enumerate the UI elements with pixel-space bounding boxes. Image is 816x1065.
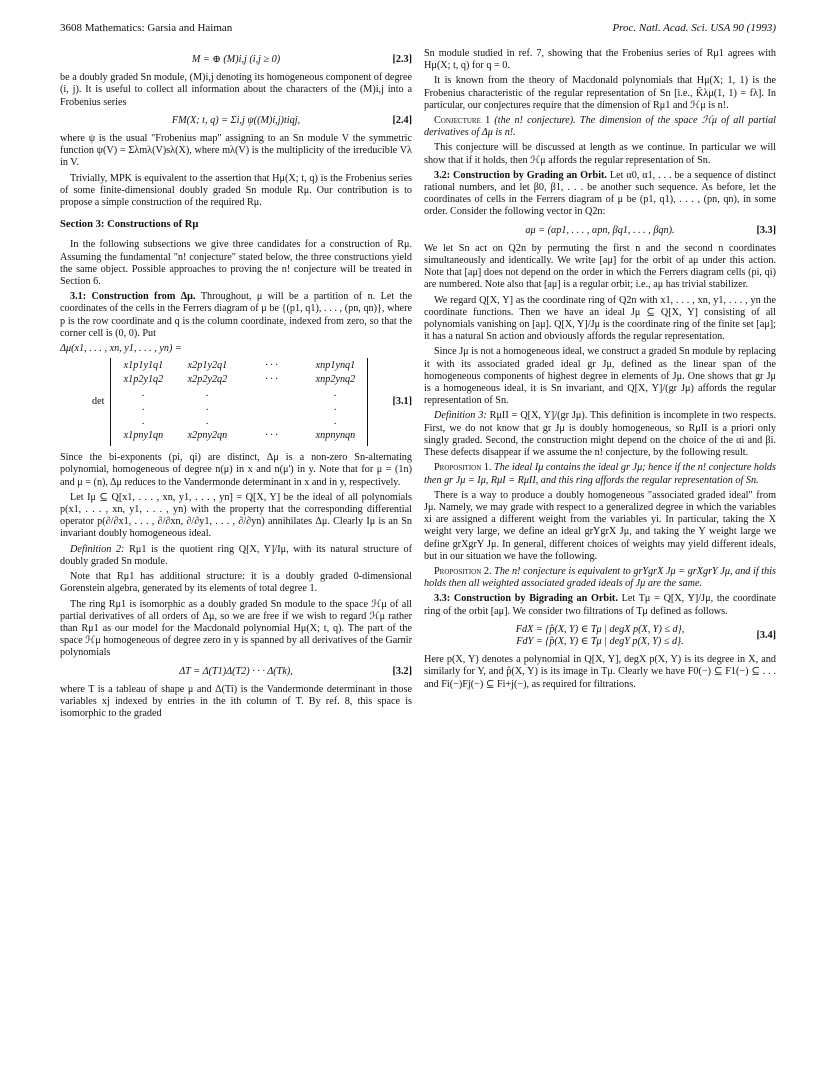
paragraph: Since Jμ is not a homogeneous ideal, we construct a graded Sn module by replacing it with its associated graded ideal gr Jμ, defined as the linear span of the homogeneous components of highest degree in elements of Jμ. One shows that gr Jμ is a homogeneous ideal, it is Sn invariant, and Q[X, Y]/(gr Jμ) affords the regular representation of Sn.: [424, 346, 776, 407]
conjecture-paragraph: [424, 115, 776, 139]
equation-3-4: [424, 624, 776, 648]
paragraph: where T is a tableau of shape μ and Δ(Ti) is the Vandermonde determinant in those variables xj indexed by entries in the ith column of T. By ref. 8, this space is isomorphic to the graded: [60, 683, 412, 720]
subsection-paragraph: [424, 593, 776, 617]
proposition-heading: Proposition 2.: [434, 565, 492, 577]
page-header: [60, 22, 776, 38]
equation-text: M = ⊕ (M)i,j (i,j ≥ 0): [191, 54, 281, 65]
equation-3-1: [60, 358, 412, 446]
paragraph: be a doubly graded Sn module, (M)i,j denoting its homogeneous component of degree (i, j). It is useful to collect all information about the characters of the (M)i,j into a Frobenius series: [60, 72, 412, 108]
left-column: [60, 48, 412, 723]
matrix-cell: .: [334, 388, 337, 400]
equation-number: [2.3]: [392, 53, 412, 65]
paragraph-text: Let Tμ = Q[X, Y]/Jμ, the coordinate ring of the orbit [aμ]. We consider two filtrations of Tμ defined as follows.: [424, 593, 776, 617]
matrix-cell: .: [206, 416, 209, 428]
equation-text: FM(X; t, q) = Σi,j ψ((M)i,j)tiqj,: [171, 114, 301, 126]
delta-definition: Δμ(x1, . . . , xn, y1, . . . , yn) =: [60, 343, 182, 355]
matrix-cell: · · ·: [265, 360, 278, 372]
matrix-cell: x2p1y2q1: [187, 360, 228, 372]
proposition-heading: Proposition 1.: [434, 462, 492, 474]
paragraph: We let Sn act on Q2n by permuting the first n and the second n coordinates simultaneously and identically. We write [aμ] for the orbit of aμ under this action. Note that [aμ] does not depend on the order in which the Ferrers diagram cells (pi, qi) are numbered. Note also that [aμ] is a regular orbit; i.e., aμ has trivial stabilizer.: [424, 242, 776, 291]
proposition-paragraph: [424, 462, 776, 486]
matrix-cell: xnp2ynq2: [315, 374, 356, 386]
paragraph: Let Iμ ⊆ Q[x1, . . . , xn, y1, . . . , yn] = Q[X, Y] be the ideal of all polynomials p(x1, . . . , xn, y1, . . . , yn) with the property that the corresponding differential operator p(∂/∂x1, . . . , ∂/∂xn, ∂/∂y1, . . . , ∂/∂yn) annihilates Δμ. Clearly Iμ is an Sn invariant doubly homogeneous ideal.: [60, 491, 412, 540]
equation-number: [2.4]: [392, 114, 412, 126]
matrix-cell: x1p1y1q1: [123, 360, 164, 372]
equation-line: FdY = {p̂(X, Y) ∈ Tμ | degY p(X, Y) ≤ d}.: [516, 635, 684, 647]
matrix-cell: x1p2y1q2: [123, 374, 164, 386]
equation-3-2: [60, 666, 412, 678]
paragraph-text: Let α0, α1, . . . be a sequence of distinct rational numbers, and let β0, β1, . . . be another such sequence. As before, let the coordinates of cells in the Ferrers diagram of μ be (p1, q1), . . . , (pn, qn), in some order. Consider the following vector in Q2n:: [424, 169, 776, 218]
header-left: 3608 Mathematics: Garsia and Haiman: [60, 22, 233, 34]
paragraph: There is a way to produce a doubly homogeneous "associated graded ideal" from Jμ. Namely, we may grade with respect to a generalized degree in which the variables xi are assigned a different weight from the variables yi. In particular, taking the X weight very large, we define an ideal grYgrX Jμ, and taking the Y weight large we define grXgrY Jμ. In general, different choices of weights may yield different ideals, but in our situation we have the following.: [424, 489, 776, 562]
equation-text: ΔT = Δ(T1)Δ(T2) · · · Δ(Tk),: [179, 665, 293, 677]
conjecture-heading: Conjecture 1: [434, 115, 491, 127]
matrix-cell: .: [142, 402, 145, 414]
matrix-cell: .: [142, 388, 145, 400]
subsection-heading: 3.3: Construction by Bigrading an Orbit.: [434, 593, 618, 605]
paragraph: Here p(X, Y) denotes a polynomial in Q[X, Y], degX p(X, Y) is its degree in X, and similarly for Y, and p̂(X, Y) is its image in Tμ. Clearly we have F0(−) ⊆ F1(−) ⊆ . . . and Fi(−)Fj(−) ⊆ Fi+j(−), as required for filtrations.: [424, 654, 776, 690]
subsection-heading: 3.1: Construction from Δμ.: [70, 291, 196, 303]
matrix-cell: · · ·: [265, 430, 278, 442]
subsection-heading: 3.2: Construction by Grading an Orbit.: [434, 169, 607, 181]
definition-paragraph: [424, 410, 776, 459]
equation-text: aμ = (αp1, . . . , αpn, βq1, . . . , βqn).: [525, 224, 675, 236]
right-column: [424, 48, 776, 694]
paragraph-text: (the n! conjecture). The dimension of the space ℋμ of all partial derivatives of Δμ is n!.: [424, 115, 776, 139]
equation-2-4: [60, 115, 412, 127]
matrix-cell: xnpnynqn: [315, 430, 356, 442]
paragraph: In the following subsections we give three candidates for a construction of Rμ. Assuming the fundamental "n! conjecture" stated below, the three constructions yield the same object. Possible approaches to proving the n! conjecture will be treated in Section 6.: [60, 239, 412, 288]
subsection-paragraph: [424, 170, 776, 219]
equation-number: [3.2]: [392, 665, 412, 677]
matrix-row: [119, 360, 359, 374]
equation-number: [3.4]: [756, 629, 776, 641]
matrix-cell: x2pny2qn: [187, 430, 228, 442]
paragraph: It is known from the theory of Macdonald polynomials that Hμ(X; 1, 1) is the Frobenius characteristic of the regular representation of Sn [i.e., K̃λμ(1, 1) = fλ]. In particular, our conjectures require that the dimension of Rμ1 and ℋμ is n!.: [424, 75, 776, 111]
paragraph-text: The ideal Iμ contains the ideal gr Jμ; hence if the n! conjecture holds then gr Jμ = Iμ, RμI = RμII, and this ring affords the regular representation of Sn.: [424, 462, 776, 486]
det-label: det: [92, 396, 105, 408]
equation-2-3: [60, 54, 412, 66]
paragraph: Sn module studied in ref. 7, showing that the Frobenius series of Rμ1 agrees with Hμ(X; t, q) for q = 0.: [424, 48, 776, 72]
paragraph-text: Rμ1 is the quotient ring Q[X, Y]/Iμ, with its natural structure of doubly graded Sn module.: [60, 543, 412, 567]
paragraph: Note that Rμ1 has additional structure: it is a doubly graded 0-dimensional Gorenstein algebra, generated by its elements of total degree 1.: [60, 571, 412, 595]
definition-heading: Definition 3:: [434, 410, 487, 422]
section-title: Section 3: Constructions of Rμ: [60, 219, 199, 231]
matrix-cell: .: [334, 416, 337, 428]
matrix-cell: x2p2y2q2: [187, 374, 228, 386]
matrix-cell: .: [206, 388, 209, 400]
matrix-row: [119, 374, 359, 388]
paragraph: where ψ is the usual "Frobenius map" assigning to an Sn module V the symmetric function ψ(V) = Σλmλ(V)sλ(X), where mλ(V) is the multiplicity of the irreducible Vλ in V.: [60, 133, 412, 169]
subsection-paragraph: [60, 291, 412, 340]
paragraph: Since the bi-exponents (pi, qi) are distinct, Δμ is a non-zero Sn-alternating polynomial, homogeneous of degree n(μ) in x and n(μ') in y. Note that for μ = (1n) and μ = (n), Δμ reduces to the Vandermonde determinant in x and in y, respectively.: [60, 452, 412, 488]
equation-number: [3.3]: [756, 224, 776, 236]
matrix-cell: [247, 388, 295, 402]
matrix-cell: [247, 416, 295, 430]
paragraph: This conjecture will be discussed at length as we continue. In particular we will show that if it holds, then ℋμ affords the regular representation of Sn.: [424, 142, 776, 166]
equation-3-3: [424, 225, 776, 237]
paragraph: Trivially, MPK is equivalent to the assertion that Hμ(X; t, q) is the Frobenius series of some finite-dimensional doubly graded Sn module Rμ. Our contribution is to propose a simple construction of the required Rμ.: [60, 172, 412, 209]
header-right: Proc. Natl. Acad. Sci. USA 90 (1993): [612, 22, 776, 34]
matrix-cell: xnp1ynq1: [315, 360, 356, 372]
determinant: [92, 358, 412, 446]
matrix-row: [119, 430, 359, 444]
paragraph-text: Throughout, μ will be a partition of n. Let the coordinates of the cells in the Ferrers diagram of μ be {(p1, q1), . . . , (pn, qn)}, where p is the row coordinate and q is the column coordinate, indexed from zero, so that the corner cell is (0, 0). Put: [60, 291, 413, 339]
matrix-cell: [247, 402, 295, 416]
paragraph-text: The n! conjecture is equivalent to grYgrX Jμ = grXgrY Jμ, and if this holds then all weighted associated graded ideals of Jμ are the same.: [424, 565, 777, 590]
paragraph: The ring Rμ1 is isomorphic as a doubly graded Sn module to the space ℋμ of all partial derivatives of all orders of Δμ, so we are free if we wish to regard ℋμ rather than Rμ1 as our model for the Macdonald polynomial Hμ(X; t, q). The part of the space ℋμ homogeneous of degree zero in y is spanned by all derivatives of the Garnir polynomials: [60, 598, 412, 659]
equation-line: FdX = {p̂(X, Y) ∈ Tμ | degX p(X, Y) ≤ d},: [515, 623, 685, 635]
matrix: [110, 358, 368, 446]
matrix-cell: x1pny1qn: [123, 430, 164, 442]
matrix-cell: · · ·: [265, 374, 278, 386]
matrix-cell: .: [334, 402, 337, 414]
definition-heading: Definition 2:: [70, 543, 125, 555]
matrix-row: [119, 388, 359, 402]
definition-paragraph: [60, 544, 412, 568]
matrix-row: [119, 416, 359, 430]
matrix-cell: .: [206, 402, 209, 414]
paragraph-text: RμII = Q[X, Y]/(gr Jμ). This definition is incomplete in two respects. First, we do not know that gr Jμ is doubly homogeneous, so RμII is a priori only singly graded. Second, the construction might depend on the choice of the αi and βi. These defects disappear if we assume the n! conjecture, by the following result.: [424, 410, 776, 459]
matrix-row: [119, 402, 359, 416]
proposition-paragraph: [424, 566, 776, 590]
paragraph: We regard Q[X, Y] as the coordinate ring of Q2n with x1, . . . , xn, y1, . . . , yn the coordinate functions. Then we have an ideal Jμ ⊆ Q[X, Y] consisting of all polynomials vanishing on [aμ]. Q[X, Y]/Jμ is the coordinate ring of the finite set [aμ]; it has a natural Sn action and obviously affords the regular representation.: [424, 294, 776, 343]
matrix-cell: .: [142, 416, 145, 428]
equation-number: [3.1]: [392, 396, 412, 408]
